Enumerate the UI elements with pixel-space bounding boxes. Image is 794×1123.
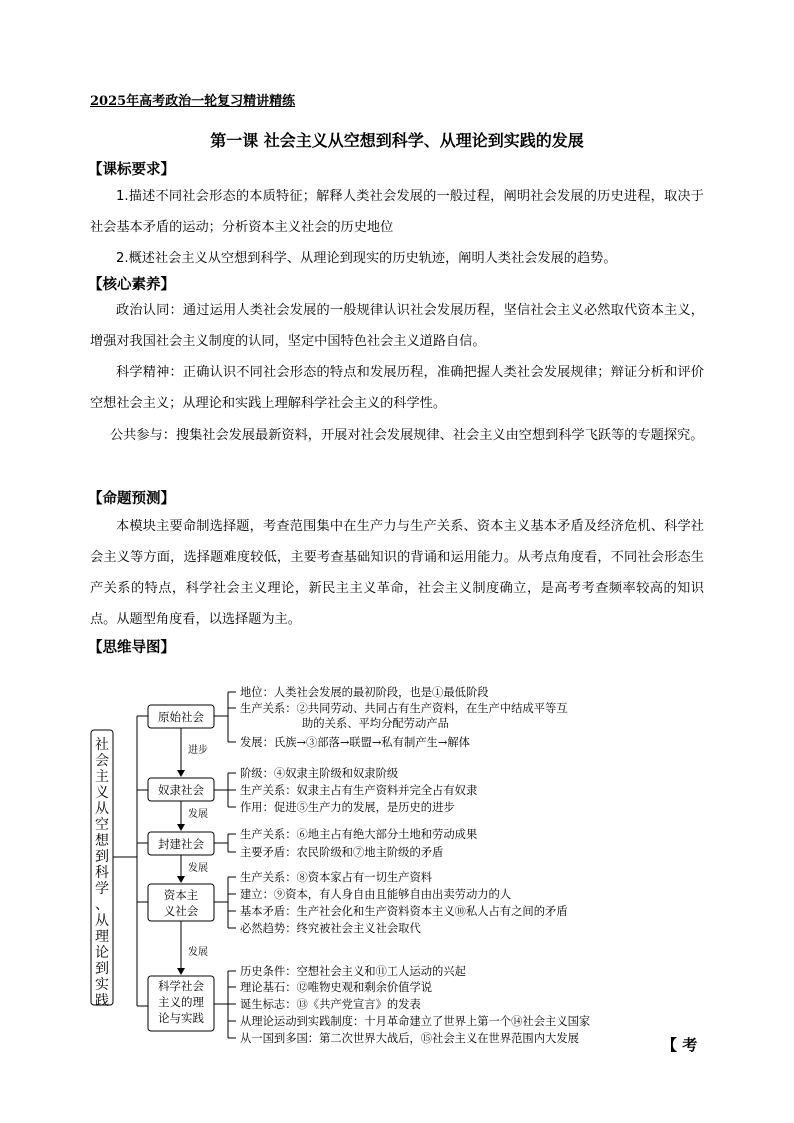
feudal-item-relations: 生产关系：⑥地主占有绝大部分土地和劳动成果 (240, 828, 478, 841)
slave-item-class: 阶级：④奴隶主阶级和奴隶阶级 (240, 767, 399, 780)
stage-label-capitalist-2: 义社会 (163, 904, 199, 918)
literacy-paragraph-public: 公共参与：搜集社会发展最新资料，开展对社会发展规律、社会主义由空想到科学飞跃等的专题探究。 (110, 428, 704, 443)
literacy-paragraph-science: 科学精神：正确认识不同社会形态的特点和发展历程，准确把握人类社会发展规律；辩证分析和评价空想社会主义；从理论和实践上理解科学社会主义的科学性。 (90, 365, 704, 411)
footer-fragment: 【 考 (662, 1036, 698, 1054)
page-title: 第一课 社会主义从空想到科学、从理论到实践的发展 (210, 131, 584, 150)
stage-label-socialism-2: 主义的理 (158, 995, 204, 1009)
socialism-item-birth: 诞生标志：⑬《共产党宣言》的发表 (240, 998, 421, 1011)
primitive-item-development: 发展：氏族→③部落→联盟→私有制产生→解体 (240, 736, 470, 749)
feudal-item-contradiction: 主要矛盾：农民阶级和⑦地主阶级的矛盾 (240, 846, 444, 859)
stage-label-slave: 奴隶社会 (158, 783, 204, 797)
capitalist-item-contradiction: 基本矛盾：生产社会化和生产资料资本主义⑩私人占有之间的矛盾 (240, 905, 568, 918)
arrow-label-develop-2: 发展 (188, 863, 208, 874)
stage-label-capitalist-1: 资本主 (163, 888, 199, 902)
socialism-item-expansion: 从一国到多国：第二次世界大战后，⑮社会主义在世界范围内大发展 (240, 1032, 579, 1045)
series-header: 2025年高考政治一轮复习精讲精练 (90, 94, 296, 109)
stage-label-socialism-3: 论与实践 (158, 1011, 204, 1025)
mindmap-root-label: 社会主义从空想到科学、从理论到实践 (95, 737, 109, 1009)
arrow-label-develop-3: 发展 (188, 947, 208, 958)
stage-label-primitive: 原始社会 (158, 710, 204, 724)
stage-label-socialism-1: 科学社会 (158, 979, 204, 993)
primitive-item-status: 地位：人类社会发展的最初阶段，也是①最低阶段 (240, 686, 489, 699)
capitalist-item-relations: 生产关系：⑧资本家占有一切生产资料 (240, 871, 433, 884)
section-heading-forecast: 【命题预测】 (88, 491, 175, 507)
slave-item-role: 作用：促进⑤生产力的发展，是历史的进步 (240, 801, 455, 814)
capitalist-item-trend: 必然趋势：终究被社会主义社会取代 (240, 922, 421, 935)
standards-paragraph-2: 2.概述社会主义从空想到科学、从理论到现实的历史轨迹，阐明人类社会发展的趋势。 (116, 251, 617, 266)
stage-label-feudal: 封建社会 (158, 837, 204, 851)
slave-item-relations: 生产关系：奴隶主占有生产资料并完全占有奴隶 (240, 784, 478, 797)
section-heading-standards: 【课标要求】 (88, 162, 175, 178)
section-heading-mindmap: 【思维导图】 (88, 640, 175, 656)
arrow-label-develop-1: 发展 (188, 809, 208, 820)
arrow-label-progress: 进步 (188, 745, 208, 756)
section-heading-literacy: 【核心素养】 (88, 277, 175, 293)
literacy-paragraph-political: 政治认同：通过运用人类社会发展的一般规律认识社会发展历程，坚信社会主义必然取代资本主义，增强对我国社会主义制度的认同，坚定中国特色社会主义道路自信。 (90, 303, 704, 349)
socialism-item-practice: 从理论运动到实践制度：十月革命建立了世界上第一个⑭社会主义国家 (240, 1015, 591, 1028)
socialism-item-foundation: 理论基石：⑫唯物史观和剩余价值学说 (240, 981, 433, 994)
capitalist-item-establish: 建立：⑨资本，有人身自由且能够自由出卖劳动力的人 (240, 888, 512, 901)
socialism-item-conditions: 历史条件：空想社会主义和⑪工人运动的兴起 (240, 965, 466, 978)
forecast-paragraph: 本模块主要命制选择题，考查范围集中在生产力与生产关系、资本主义基本矛盾及经济危机、科学社会主义等方面，选择题难度较低，主要考查基础知识的背诵和运用能力。从考点角度看，不同社会形态生产关系的特点，科学社会主义理论，新民主主义革命，社会主义制度确立，是高考考查频率较高的知识点。从题型角度看，以选择题为主。 (90, 519, 704, 627)
primitive-item-relations: 生产关系：②共同劳动、共同占有生产资料，在生产中结成平等互 (240, 702, 568, 715)
primitive-item-relations-cont: 助的关系、平均分配劳动产品 (302, 717, 449, 730)
standards-paragraph-1: 1.描述不同社会形态的本质特征；解释人类社会发展的一般过程，阐明社会发展的历史进程，取决于社会基本矛盾的运动；分析资本主义社会的历史地位 (90, 189, 704, 235)
